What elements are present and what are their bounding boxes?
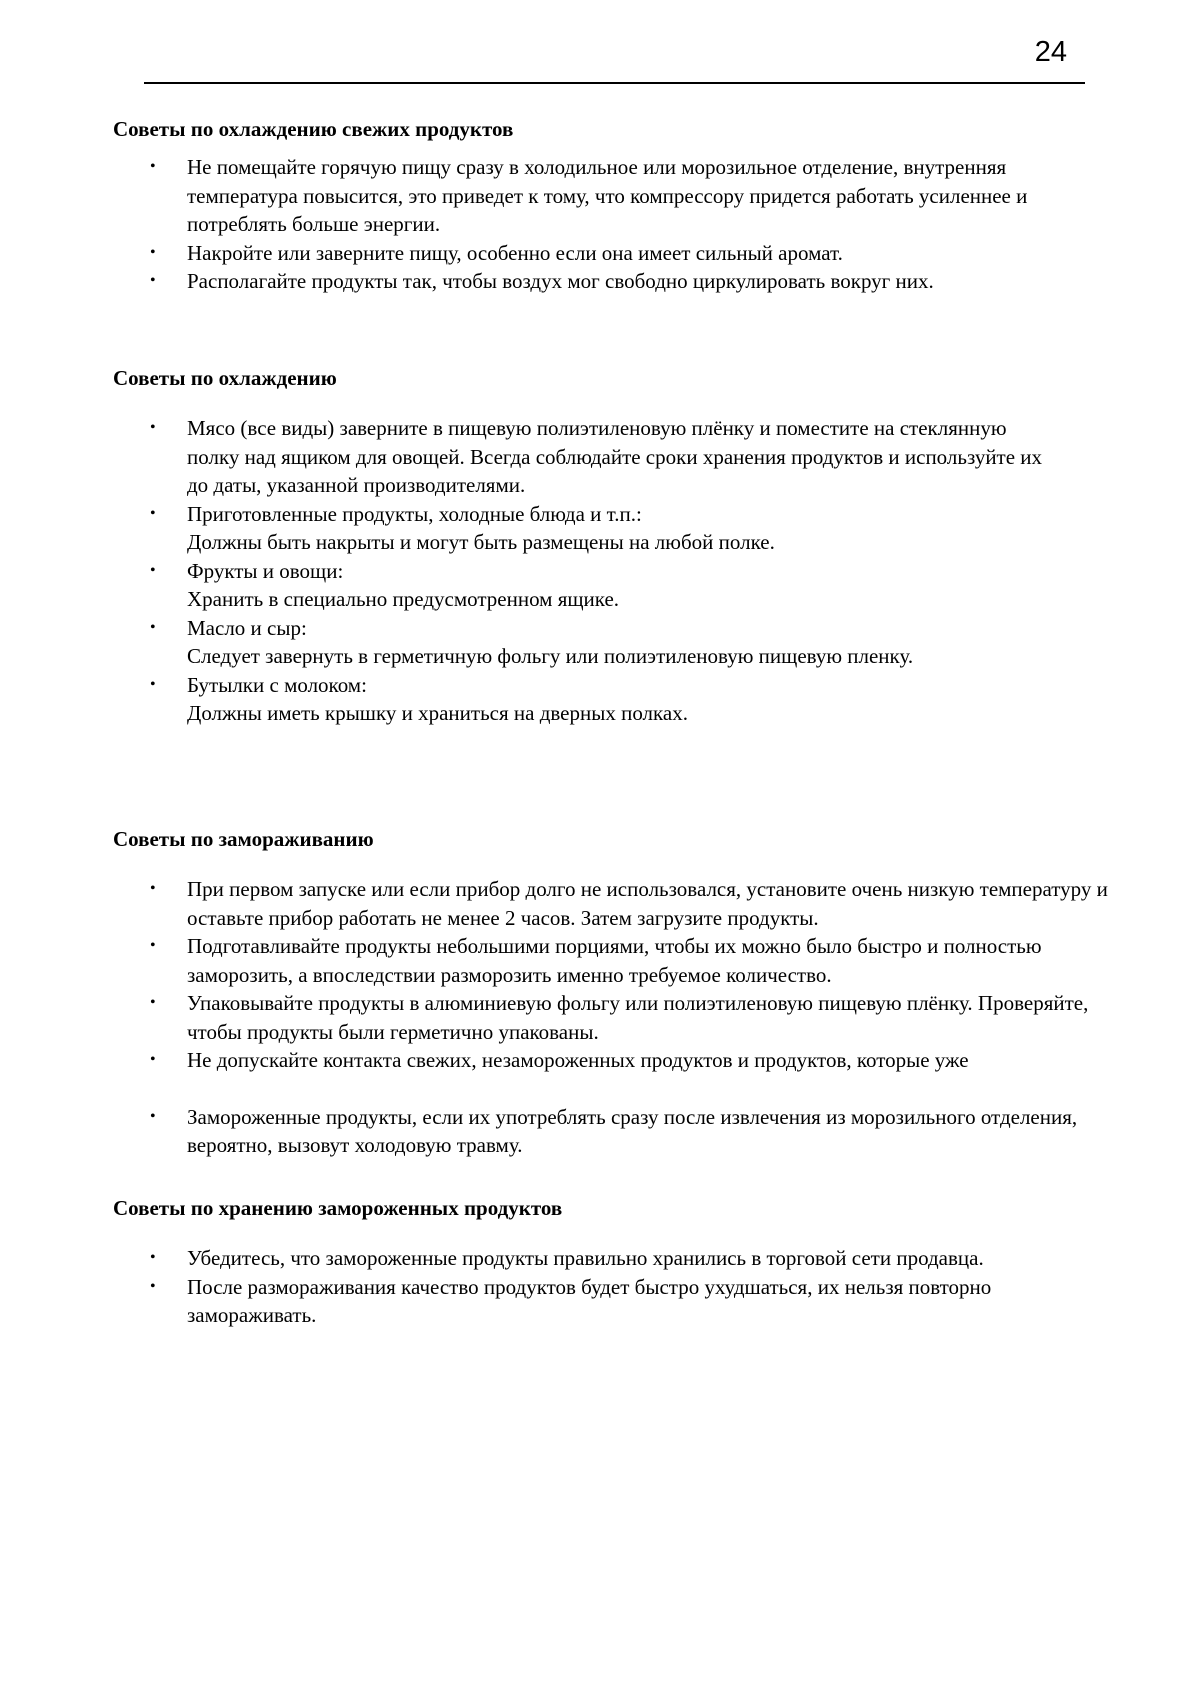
list-item: • Фрукты и овощи: Хранить в специально предусмотренном ящике.: [150, 558, 620, 611]
list-item: • Замороженные продукты, если их употреблять сразу после извлечения из морозильного отделения, вероятно, вызовут холодовую травму.: [150, 1104, 1078, 1157]
bullet-list: [113, 1244, 1143, 1330]
list-item: • Располагайте продукты так, чтобы воздух мог свободно циркулировать вокруг них.: [113, 267, 1123, 296]
list-item: • Бутылки с молоком: Должны иметь крышку и храниться на дверных полках.: [150, 672, 688, 725]
bullet-icon: •: [150, 1277, 156, 1295]
section-frozen-storage: [113, 1194, 1123, 1330]
bullet-icon: •: [150, 419, 156, 436]
list-item: • Масло и сыр: Следует завернуть в герметичную фольгу или полиэтиленовую пищевую пленку.: [150, 615, 914, 668]
bullet-icon: •: [150, 937, 156, 954]
bullet-icon: •: [150, 880, 156, 897]
header-rule: [144, 82, 1085, 84]
section-cooling: [113, 364, 1123, 728]
bullet-icon: •: [150, 158, 156, 175]
section-heading: Советы по замораживанию: [113, 827, 374, 851]
bullet-icon: •: [150, 994, 156, 1011]
list-item: • Убедитесь, что замороженные продукты правильно хранились в торговой сети продавца.: [113, 1244, 1143, 1273]
list-item: • Не помещайте горячую пищу сразу в холодильное или морозильное отделение, внутренняя температура повысится, это приведет к тому, что компрессору придется работать усиленнее и потреблять больше энергии.: [150, 155, 1028, 236]
list-item: • При первом запуске или если прибор долго не использовался, установите очень низкую температуру и оставьте прибор работать не менее 2 часов. Затем загрузите продукты.: [150, 877, 1108, 930]
list-item: • Не допускайте контакта свежих, незамороженных продуктов и продуктов, которые уже: [113, 1046, 1123, 1075]
bullet-icon: •: [150, 1107, 156, 1125]
section-heading: Советы по охлаждению свежих продуктов: [113, 117, 514, 141]
bullet-list: [113, 875, 1123, 1160]
bullet-icon: •: [150, 243, 156, 261]
bullet-list: [113, 414, 1043, 728]
bullet-icon: •: [150, 561, 156, 579]
list-item: • После размораживания качество продуктов будет быстро ухудшаться, их нельзя повторно замораживать.: [150, 1274, 992, 1327]
section-heading: Советы по хранению замороженных продуктов: [113, 1196, 563, 1220]
list-item: • Подготавливайте продукты небольшими порциями, чтобы их можно было быстро и полностью заморозить, а впоследствии разморозить именно требуемое количество.: [150, 934, 1042, 987]
list-item: • Накройте или заверните пищу, особенно если она имеет сильный аромат.: [113, 239, 1123, 268]
bullet-icon: •: [150, 504, 156, 522]
bullet-icon: •: [150, 1051, 156, 1068]
bullet-icon: •: [150, 618, 156, 636]
list-item: • Приготовленные продукты, холодные блюда и т.п.: Должны быть накрыты и могут быть размещены на любой полке.: [150, 501, 775, 554]
section-fresh-cooling: [113, 115, 1123, 296]
list-item: • Упаковывайте продукты в алюминиевую фольгу или полиэтиленовую пищевую плёнку. Проверяйте, чтобы продукты были герметично упакованы.: [150, 991, 1089, 1044]
list-item: • Мясо (все виды) заверните в пищевую полиэтиленовую плёнку и поместите на стеклянную полку над ящиком для овощей. Всегда соблюдайте сроки хранения продуктов и используйте их до даты, указанной производителями.: [150, 416, 1043, 497]
bullet-icon: •: [150, 675, 156, 693]
bullet-list: [113, 153, 1123, 296]
page-number: 24: [1034, 36, 1067, 68]
section-heading: Советы по охлаждению: [113, 366, 337, 390]
bullet-icon: •: [150, 272, 156, 289]
section-freezing: [113, 825, 1123, 1160]
bullet-icon: •: [150, 1249, 156, 1266]
